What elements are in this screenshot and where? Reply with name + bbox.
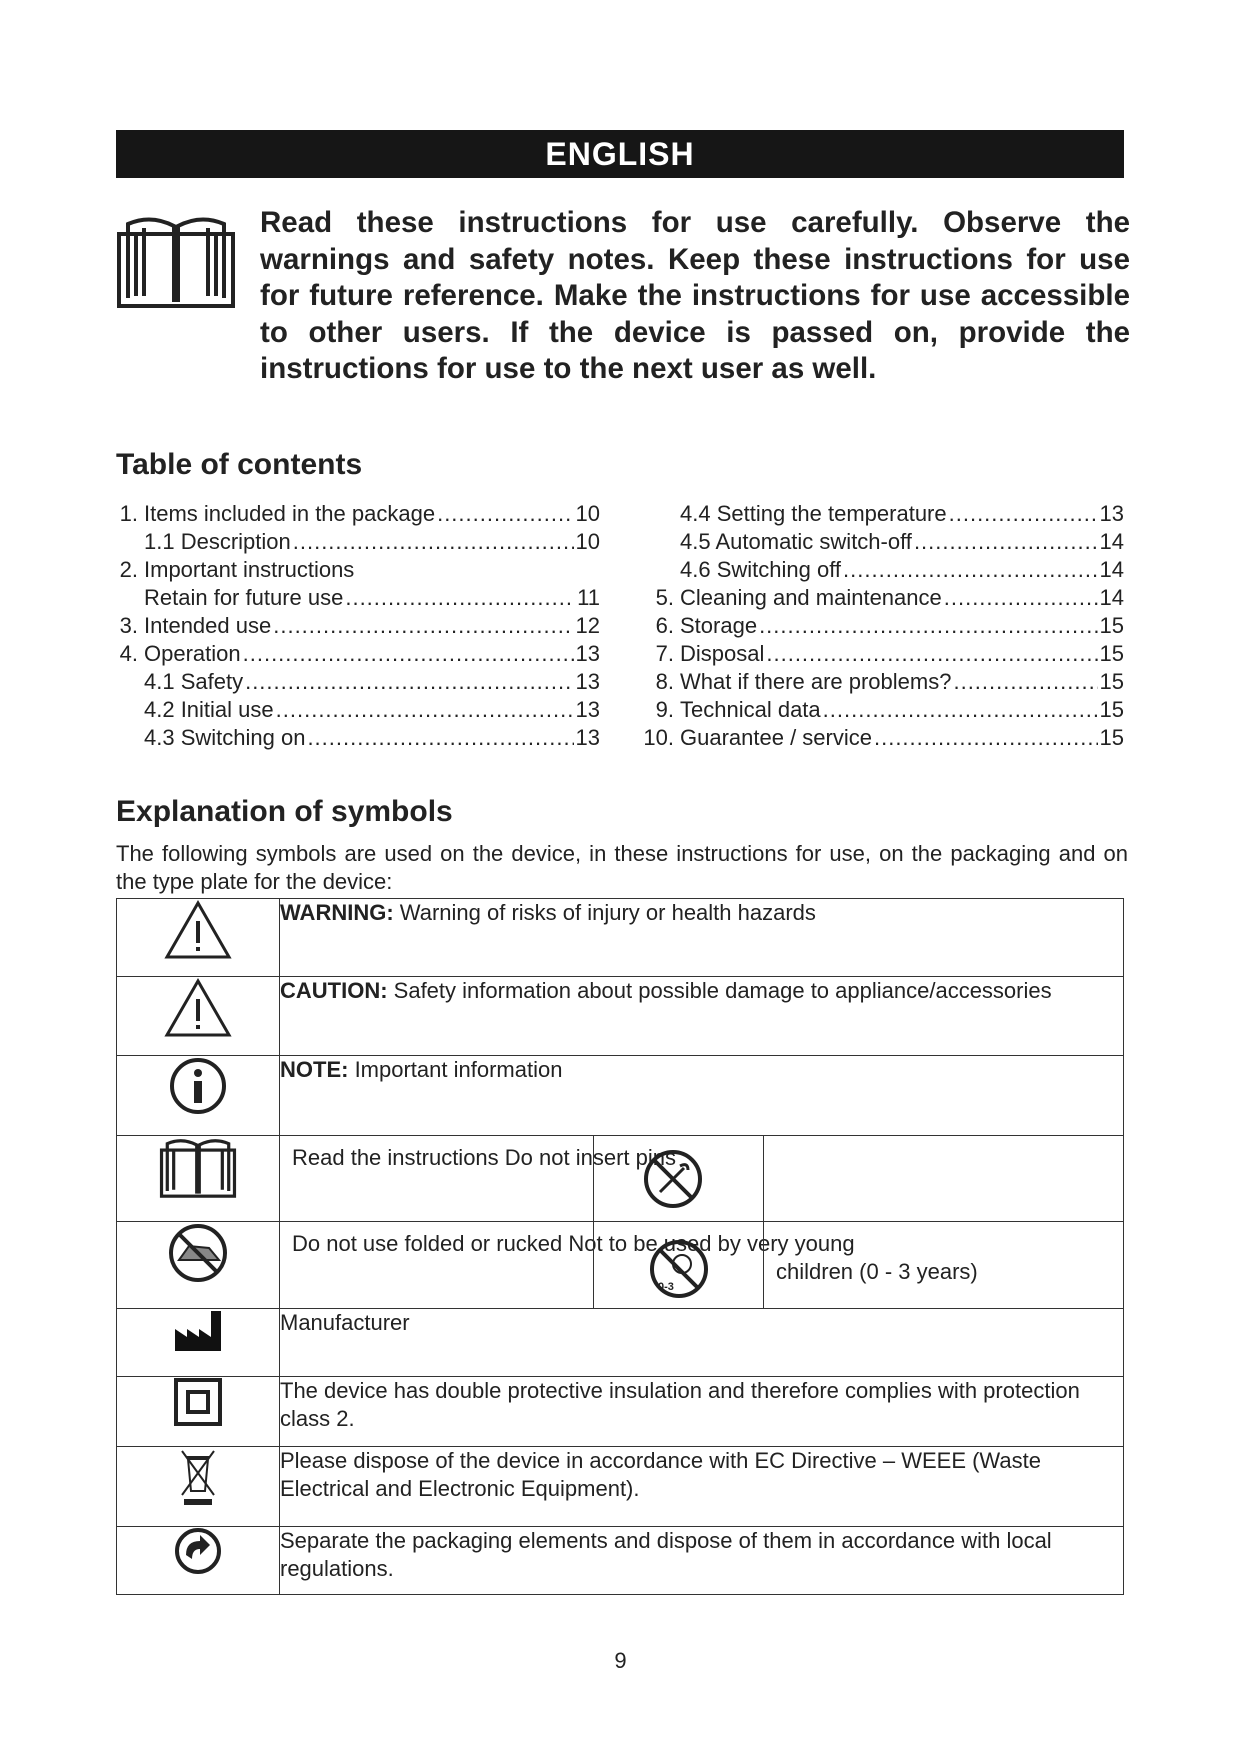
caution-label: CAUTION: [280,978,388,1003]
manufacturer-text: Manufacturer [280,1310,410,1335]
toc-leader-dots [345,584,575,612]
toc-entry-number [638,500,680,528]
toc-entry-title: Guarantee / service [680,725,872,750]
no-folded-text: Do not use folded or rucked [292,1231,563,1256]
toc-entry-title: Technical data [680,697,821,722]
toc-entry-title: Retain for future use [144,585,344,610]
toc-entry-number [116,724,144,752]
intro-paragraph: Read these instructions for use carefully. Observe the warnings and safety notes. Keep these instructions for use for future reference. Make the instructions for use accessible to other users. If the device is passed on, provide the instructions for use to the next user as well. [260,206,1130,385]
toc-leader-dots [823,696,1098,724]
toc-entry-page: 11 [577,585,600,610]
toc-entry [116,500,600,528]
toc-entry-page: 12 [575,613,600,638]
language-banner: ENGLISH [116,130,1124,178]
recycling-text: Separate the packaging elements and dispose of them in accordance with local regulations. [280,1528,1052,1581]
toc-entry [116,668,600,696]
toc-entry-page: 15 [1099,613,1124,638]
toc-entry [116,528,600,556]
weee-text: Please dispose of the device in accordance with EC Directive – WEEE (Waste Electrical and Electronic Equipment). [280,1448,1041,1501]
toc-leader-dots [949,500,1098,528]
toc-heading: Table of contents [116,448,363,481]
toc-entry-number [116,528,144,556]
toc-entry-page: 15 [1099,669,1124,694]
toc-entry-number: 1. [119,501,138,526]
toc-entry-page: 15 [1099,697,1124,722]
no-children-text: Not to be used by very young [568,1231,855,1256]
toc-entry-number: 7. [655,641,674,666]
symbols-intro: The following symbols are used on the device, in these instructions for use, on the packaging and on the type plate for the device: [116,841,1128,894]
toc-leader-dots [245,668,573,696]
green-dot-icon [174,1527,222,1575]
toc-entry-number: 10. [643,725,674,750]
double-square-icon [173,1377,223,1427]
symbol-row-weee [117,1447,1124,1527]
toc-entry-title: Storage [680,613,758,638]
symbols-heading: Explanation of symbols [116,795,453,828]
toc-entry-title: Important instructions [144,557,355,582]
toc-entry-title: 4.4 Setting the temperature [680,501,947,526]
toc-entry-page: 15 [1099,725,1124,750]
toc-leader-dots [293,528,574,556]
no-folded-icon [167,1222,229,1284]
toc-entry [638,556,1124,584]
toc-entry-number [638,528,680,556]
toc-entry-number: 9. [655,697,674,722]
note-label: NOTE: [280,1057,349,1082]
toc-entry-page: 15 [1099,641,1124,666]
symbol-row-recycling [117,1527,1124,1595]
crossed-bin-icon [178,1447,218,1507]
toc-leader-dots [243,640,574,668]
toc-entry-number: 3. [119,613,138,638]
toc-entry-title: Cleaning and maintenance [680,585,942,610]
warning-text: Warning of risks of injury or health hazards [393,900,816,925]
toc-entry-number: 6. [655,613,674,638]
toc-leader-dots [953,668,1097,696]
toc-entry-number: 4. [119,641,138,666]
toc-right-column [638,500,1124,752]
toc-entry-title: 4.6 Switching off [680,557,842,582]
toc-leader-dots [914,528,1098,556]
no-children-text-2: children (0 - 3 years) [776,1259,978,1284]
caution-text: Safety information about possible damage to appliance/accessories [387,978,1052,1003]
toc-leader-dots [944,584,1098,612]
toc-entry-number [116,584,144,612]
book-icon [158,1136,238,1200]
toc-entry-title: 4.2 Initial use [144,697,274,722]
symbol-row-warning [117,899,1124,977]
warning-triangle-icon [163,899,233,961]
toc-entry-page: 13 [575,641,600,666]
toc-entry-number: 5. [655,585,674,610]
toc-entry-page: 14 [1099,557,1124,582]
no-children-icon [648,1238,710,1300]
read-instructions-text: Read the instructions [292,1145,499,1170]
toc-entry-page: 13 [575,669,600,694]
factory-icon [173,1309,223,1353]
toc-entry-title: 4.3 Switching on [144,725,306,750]
toc-leader-dots [766,640,1097,668]
toc-leader-dots [307,724,573,752]
warning-label: WARNING: [280,900,394,925]
toc-entry [116,556,600,584]
no-pins-text: Do not insert pins [504,1145,676,1170]
symbol-row-folded [117,1222,1124,1309]
symbol-row-note [117,1056,1124,1136]
toc-entry [638,528,1124,556]
toc-entry-title: Items included in the package [144,501,436,526]
toc-leader-dots [273,612,573,640]
toc-leader-dots [759,612,1097,640]
toc-entry [116,612,600,640]
toc-entry-number: 2. [119,557,138,582]
toc-entry-page: 10 [575,501,600,526]
toc-entry-title: Operation [144,641,241,666]
toc-entry [638,640,1124,668]
toc-entry [638,612,1124,640]
class2-text: The device has double protective insulation and therefore complies with protection class 2. [280,1378,1080,1431]
toc-entry [116,724,600,752]
toc-entry [116,584,600,612]
toc-entry [638,696,1124,724]
toc-leader-dots [874,724,1098,752]
toc-entry-number [116,668,144,696]
symbol-row-class2 [117,1377,1124,1447]
toc-entry [116,640,600,668]
age-badge: 0-3 [658,1281,674,1293]
toc-entry-title: Intended use [144,613,272,638]
toc-entry-page: 10 [575,529,600,554]
book-icon [116,212,236,312]
info-icon [168,1056,228,1116]
toc-entry-number [638,556,680,584]
toc-leader-dots [276,696,574,724]
no-pins-icon [642,1148,704,1210]
toc-entry [638,584,1124,612]
toc-entry-title: What if there are problems? [680,669,952,694]
toc-entry [638,500,1124,528]
symbols-table [116,898,1124,1595]
toc-entry-title: 1.1 Description [144,529,291,554]
toc-entry-page: 14 [1099,585,1124,610]
page-number: 9 [614,1648,627,1673]
symbol-row-caution [117,977,1124,1056]
toc-entry-page: 13 [575,725,600,750]
toc-entry-page: 14 [1099,529,1124,554]
toc-entry-number: 8. [655,669,674,694]
toc-entry [638,724,1124,752]
toc-leader-dots [437,500,573,528]
toc-left-column [116,500,600,752]
note-text: Important information [348,1057,563,1082]
symbol-row-read-instructions [117,1136,1124,1222]
toc-entry-page: 13 [1099,501,1124,526]
toc-entry-title: 4.5 Automatic switch-off [680,529,912,554]
toc-entry-page: 13 [575,697,600,722]
symbol-row-manufacturer [117,1309,1124,1377]
toc-leader-dots [843,556,1097,584]
toc-entry-title: Disposal [680,641,765,666]
toc-entry-title: 4.1 Safety [144,669,244,694]
warning-triangle-icon [163,977,233,1039]
toc-entry [116,696,600,724]
toc-entry [638,668,1124,696]
toc-entry-number [116,696,144,724]
